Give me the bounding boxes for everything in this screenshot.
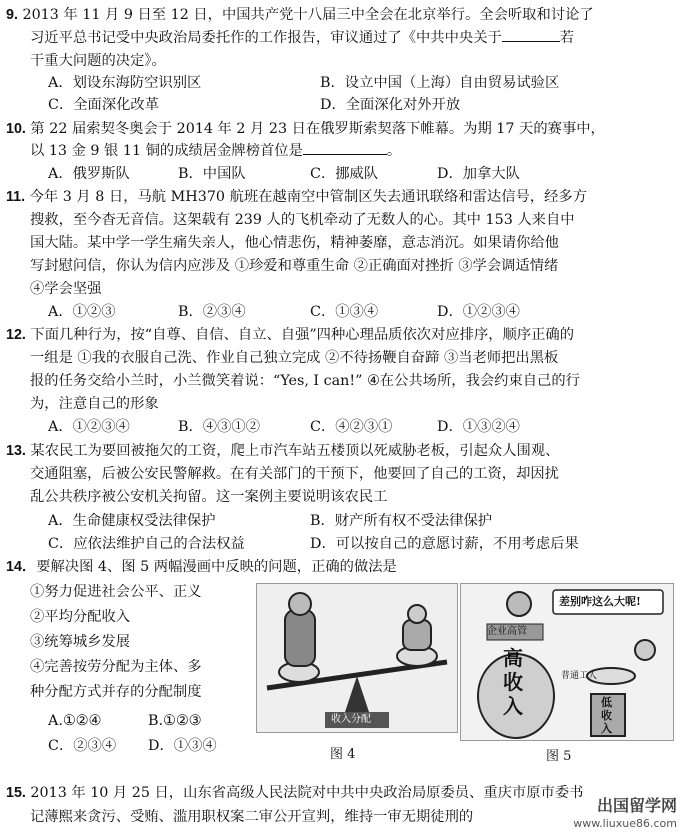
- question-15-line-1: [6, 782, 583, 804]
- option-d: D．①③④: [148, 738, 217, 754]
- question-text: 某农民工为要回被拖欠的工资，爬上市汽车站五楼顶以死威胁老板，引起众人围观、: [30, 443, 560, 459]
- option-d: D．加拿大队: [437, 166, 520, 182]
- option-a: A.①②④: [48, 713, 102, 729]
- answer-blank: [502, 27, 560, 42]
- question-11-line-4: 写封慰问信，你认为信内应涉及 ①珍爱和尊重生命 ②正确面对挫折 ③学会调适情绪: [30, 258, 559, 274]
- option-c: C．挪威队: [310, 166, 379, 182]
- question-number: 15.: [6, 785, 26, 801]
- answer-blank: [303, 140, 387, 155]
- question-text: 今年 3 月 8 日，马航 MH370 航班在越南空中管制区失去通讯联络和雷达信号，经多方: [29, 189, 587, 205]
- watermark-site-name: 出国留学网: [596, 796, 677, 815]
- question-text: 若: [559, 30, 575, 46]
- option-b: B．④③①②: [178, 419, 260, 435]
- question-text: 下面几种行为，按“自尊、自信、自立、自强”四种心理品质依次对应排序，顺序正确的: [30, 327, 575, 343]
- question-text: 2013 年 11 月 9 日至 12 日，中国共产党十八届三中全会在北京举行。全会听取和讨论了: [22, 7, 594, 23]
- cartoon-figure-4: [256, 583, 458, 733]
- speech-bubble: 差别咋这么大呢!: [559, 595, 641, 608]
- question-text: 。: [386, 143, 402, 159]
- question-12-line-1: [6, 324, 574, 346]
- option-b: B．财产所有权不受法律保护: [310, 513, 493, 529]
- question-number: 14．: [6, 559, 37, 575]
- question-13-line-3: 乱公共秩序被公安机关拘留。这一案例主要说明该农民工: [30, 489, 388, 505]
- question-number: 10.: [6, 121, 26, 137]
- cartoon-figure-5: [460, 583, 674, 741]
- option-c: C．全面深化改革: [48, 97, 160, 113]
- option-b: B．中国队: [178, 166, 246, 182]
- cartoon-label: 普通工人: [561, 671, 598, 681]
- option-a: A．划设东海防空识别区: [48, 75, 202, 91]
- question-text: 要解决图 4、图 5 两幅漫画中反映的问题，正确的做法是: [36, 559, 397, 575]
- question-14-item: 种分配方式并存的分配制度: [30, 684, 202, 700]
- option-a: A．俄罗斯队: [48, 166, 130, 182]
- watermark-url: www.liuxue86.com: [573, 817, 677, 830]
- question-15-line-2: 记薄熙来贪污、受贿、滥用职权案二审公开宣判，维持一审无期徒刑的: [30, 809, 474, 825]
- option-c: C．①③④: [310, 304, 379, 320]
- option-c: C．④②③①: [310, 419, 393, 435]
- cartoon-label: 低收入: [601, 696, 612, 735]
- question-11-line-5: ④学会坚强: [30, 281, 102, 297]
- question-text: 2013 年 10 月 25 日，山东省高级人民法院对中共中央政治局原委员、重庆市原市委书: [30, 785, 584, 801]
- question-11-line-1: [6, 186, 587, 208]
- seesaw-illustration: [257, 584, 457, 732]
- question-14-item: ②平均分配收入: [30, 609, 131, 625]
- question-text: 第 22 届索契冬奥会于 2014 年 2 月 23 日在俄罗斯索契落下帷幕。为期 17 天的赛事中，: [30, 121, 605, 137]
- option-d: D．①③②④: [437, 419, 520, 435]
- question-number: 12.: [6, 327, 26, 343]
- option-d: D．①②③④: [437, 304, 520, 320]
- question-9-line-1: [6, 4, 594, 26]
- cartoon-label: 企业高管: [487, 626, 527, 637]
- question-text: 以 13 金 9 银 11 铜的成绩居金牌榜首位是: [30, 143, 303, 159]
- cartoon-label: 高收入: [503, 646, 523, 718]
- question-14-item: ④完善按劳分配为主体、多: [30, 659, 202, 675]
- question-number: 9.: [6, 7, 18, 23]
- figure-4-caption: 图 4: [330, 747, 356, 762]
- option-d: D．可以按自己的意愿讨薪，不用考虑后果: [310, 536, 579, 552]
- option-c: C．应依法维护自己的合法权益: [48, 536, 245, 552]
- option-b: B．②③④: [178, 304, 246, 320]
- question-number: 13.: [6, 443, 26, 459]
- option-d: D．全面深化对外开放: [320, 97, 461, 113]
- option-b: B.①②③: [148, 713, 202, 729]
- option-b: B．设立中国（上海）自由贸易试验区: [320, 75, 560, 91]
- question-text: 习近平总书记受中央政治局委托作的工作报告，审议通过了《中共中央关于: [30, 30, 502, 46]
- cartoon-label: 收入分配: [331, 714, 371, 725]
- question-11-line-2: 搜救，至今杳无音信。这架载有 239 人的飞机牵动了无数人的心。其中 153 人来自中: [30, 212, 575, 228]
- option-c: C．②③④: [48, 738, 117, 754]
- option-a: A．①②③④: [48, 419, 130, 435]
- option-a: A．①②③: [48, 304, 116, 320]
- question-10-line-1: [6, 118, 605, 140]
- option-a: A．生命健康权受法律保护: [48, 513, 216, 529]
- question-12-line-3: 报的任务交给小兰时，小兰微笑着说：“Yes, I can!” ④在公共场所，我会约束自己的行: [30, 373, 580, 389]
- question-14-line-1: [6, 556, 397, 578]
- question-11-line-3: 国大陆。某中学一学生痛失亲人，他心情悲伤，精神萎靡，意志消沉。如果请你给他: [30, 235, 559, 251]
- question-9-line-3: 干重大问题的决定》。: [30, 53, 166, 69]
- site-watermark: [573, 797, 677, 833]
- figure-5-caption: 图 5: [546, 749, 572, 764]
- question-13-line-1: [6, 440, 559, 462]
- question-14-item: ③统筹城乡发展: [30, 634, 131, 650]
- question-10-line-2: [30, 140, 401, 162]
- question-12-line-2: 一组是 ①我的衣服自己洗、作业自己独立完成 ②不待扬鞭自奋蹄 ③当老师把出黑板: [30, 350, 559, 366]
- question-12-line-4: 为，注意自己的形象: [30, 396, 159, 412]
- question-14-item: ①努力促进社会公平、正义: [30, 584, 202, 600]
- question-13-line-2: 交通阻塞，后被公安民警解救。在有关部门的干预下，他要回了自己的工资，却因扰: [30, 466, 559, 482]
- question-9-line-2: [30, 27, 574, 49]
- question-number: 11.: [6, 189, 26, 205]
